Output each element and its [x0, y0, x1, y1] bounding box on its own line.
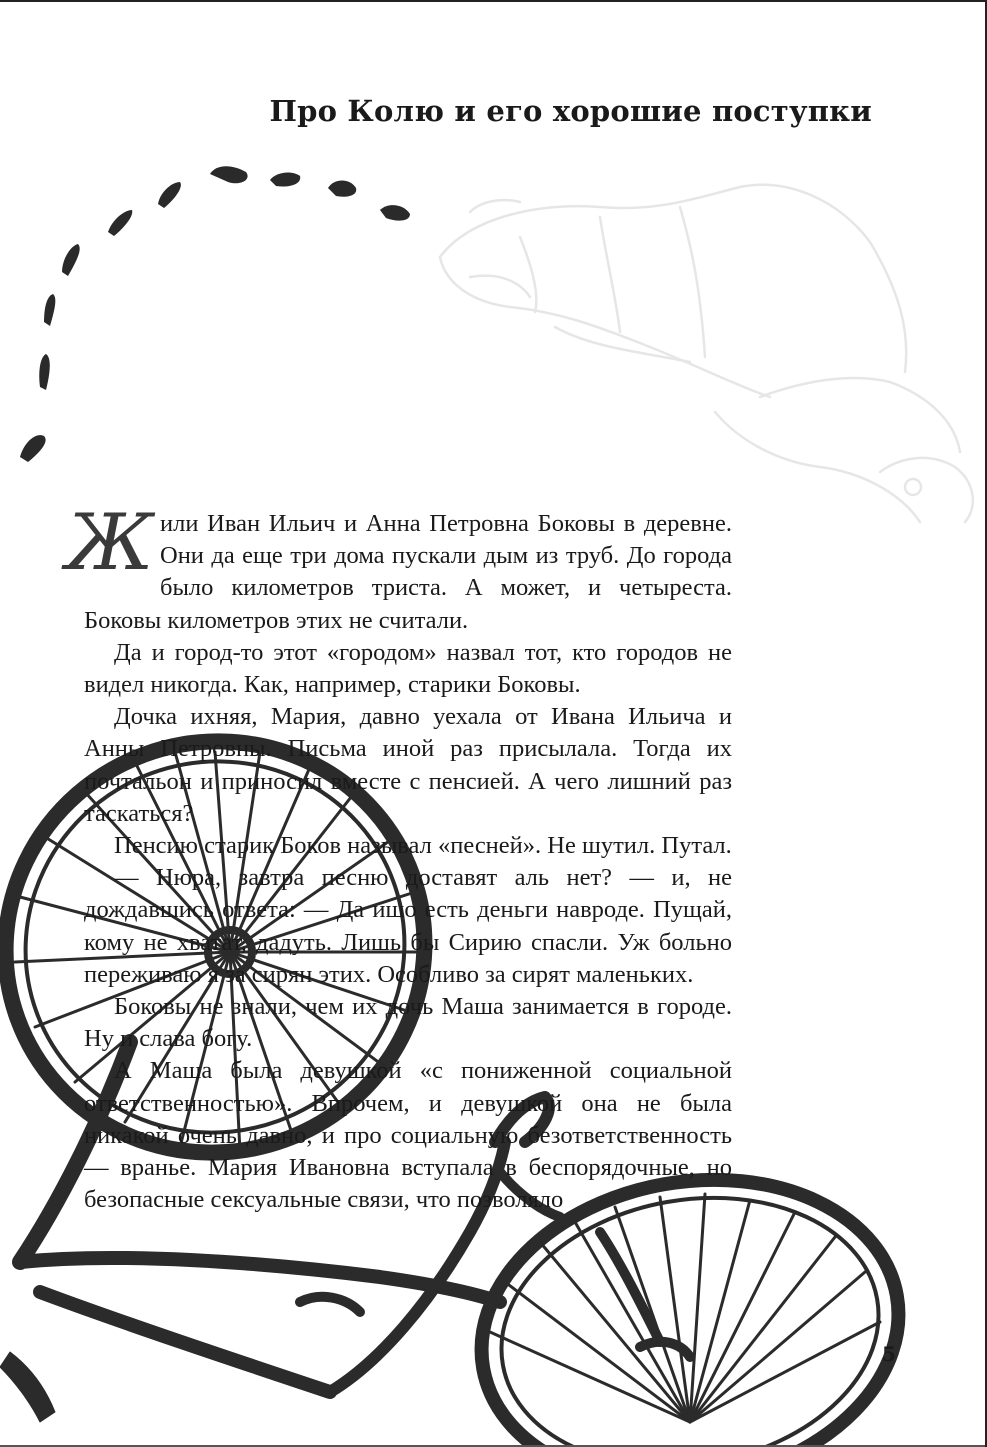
- body-text: [66, 498, 732, 1216]
- paragraph-5: — Нюра, завтра песню доставят аль нет? — и, не дождавшись ответа: — Да ишо есть деньги навроде. Пущай, кому не хватат, дадуть. Лишь бы Сирию спасли. Уж больно переживаю я за сирян этих. Особливо за сирят маленьких.: [84, 864, 732, 988]
- turtle-outline-icon: [440, 185, 973, 522]
- drop-cap: Ж: [66, 498, 154, 588]
- paragraph-1-text: или Иван Ильич и Анна Петровна Боковы в деревне. Они да еще три дома пускали дым из труб. До города было километров триста. А может, и четыреста. Боковы километров этих не считали.: [84, 510, 732, 634]
- paragraph-2: Да и город-то этот «городом» назвал тот, кто городов не видел никогда. Как, например, старики Боковы.: [84, 638, 732, 699]
- paragraph-4: Пенсию старик Боков называл «песней». Не шутил. Путал.: [114, 832, 732, 860]
- chapter-title: Про Колю и его хорошие поступки: [269, 94, 872, 128]
- paragraph-3: Дочка ихняя, Мария, давно уехала от Ивана Ильича и Анны Петровны. Письма иной раз присылала. Тогда их почтальон и приносил вместе с пенсией. А чего лишний раз таскаться?: [84, 703, 732, 827]
- dashed-arc-icon: [20, 166, 410, 462]
- paragraph-7: А Маша была девушкой «с пониженной социальной ответственностью». Впрочем, и девушкой она не была никакой очень давно, и про социальную безответственность — вранье. Мария Ивановна вступала в беспорядочные, но безопасные сексуальные связи, что позволяло: [84, 1057, 732, 1214]
- paragraph-6: Боковы не знали, чем их дочь Маша занимается в городе. Ну и слава богу.: [84, 993, 732, 1053]
- paragraph-1: [66, 498, 732, 637]
- page-number: 5: [882, 1342, 896, 1366]
